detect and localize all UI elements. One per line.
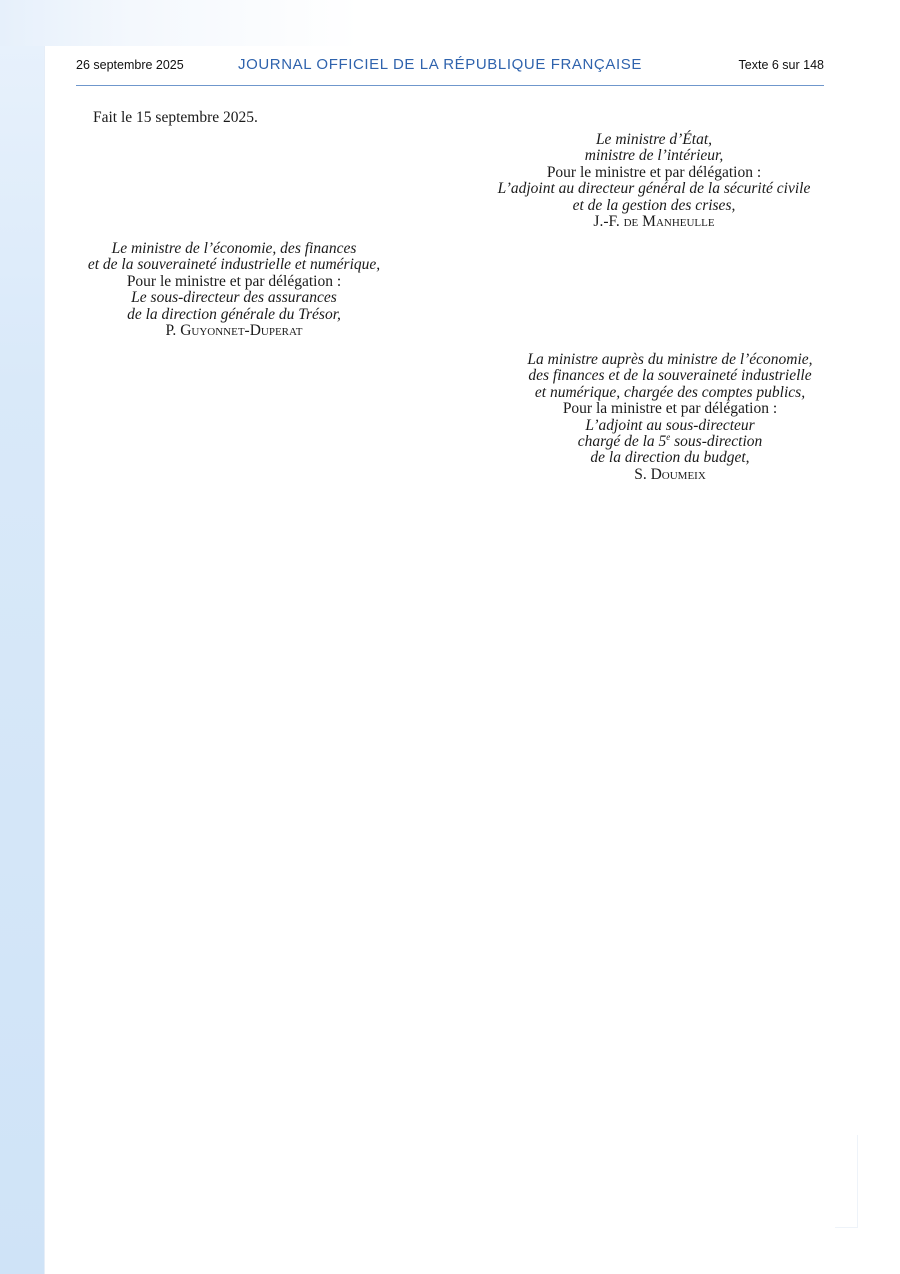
signatory-initials: P. <box>165 322 181 340</box>
signature-title: et numérique, chargée des comptes publics, <box>534 383 806 401</box>
signature-block-interieur <box>476 132 832 230</box>
top-margin-shade <box>0 0 900 46</box>
signature-title: ministre de l’intérieur, <box>584 147 724 165</box>
header-journal-title: JOURNAL OFFICIEL DE LA RÉPUBLIQUE FRANÇAISE <box>238 56 642 73</box>
signature-role <box>490 431 850 451</box>
signature-block-economie <box>56 241 412 339</box>
signatory-surname: Guyonnet-Duperat <box>180 322 303 340</box>
signatory-surname: Doumeix <box>650 465 706 483</box>
signatory-name <box>476 214 832 230</box>
signature-role: Le sous-directeur des assurances <box>131 289 337 307</box>
signature-delegation: Pour le ministre et par délégation : <box>546 163 762 181</box>
page-edge <box>44 46 45 1274</box>
signature-role: L’adjoint au sous-directeur <box>585 416 755 434</box>
header-page-ref: Texte 6 sur 148 <box>738 58 824 72</box>
signature-role: L’adjoint au directeur général de la sécurité civile <box>497 180 811 198</box>
signature-title: et de la souveraineté industrielle et numérique, <box>87 256 381 274</box>
signature-title: Le ministre d’État, <box>595 131 713 148</box>
page-corner-mark <box>835 1135 858 1228</box>
signature-block-comptes-publics <box>490 352 850 483</box>
signature-role: et de la gestion des crises, <box>572 196 736 214</box>
signatory-name <box>490 467 850 483</box>
signature-role: de la direction générale du Trésor, <box>127 305 341 323</box>
signature-title: Le ministre de l’économie, des finances <box>111 240 357 257</box>
signatory-name <box>56 323 412 339</box>
ordinal-superscript: e <box>666 431 671 442</box>
header-rule <box>76 85 824 86</box>
signature-role-text: chargé de la 5 <box>577 433 667 451</box>
signatory-initials: S. <box>634 465 651 483</box>
signatory-surname: Manheulle <box>642 213 715 231</box>
fait-le-line: Fait le 15 septembre 2025. <box>93 109 258 126</box>
signature-title: des finances et de la souveraineté industrielle <box>528 367 812 385</box>
signature-role: de la direction du budget, <box>590 449 750 467</box>
page-header <box>76 56 824 78</box>
signature-title: La ministre auprès du ministre de l’économie, <box>527 351 813 368</box>
signature-delegation: Pour le ministre et par délégation : <box>126 272 342 290</box>
header-date: 26 septembre 2025 <box>76 58 184 72</box>
page-side-band <box>0 0 45 1274</box>
signature-role-text: sous-direction <box>670 433 763 451</box>
signatory-particle: de <box>623 213 639 231</box>
signature-delegation: Pour la ministre et par délégation : <box>562 400 778 418</box>
signatory-initials: J.-F. <box>593 213 624 231</box>
